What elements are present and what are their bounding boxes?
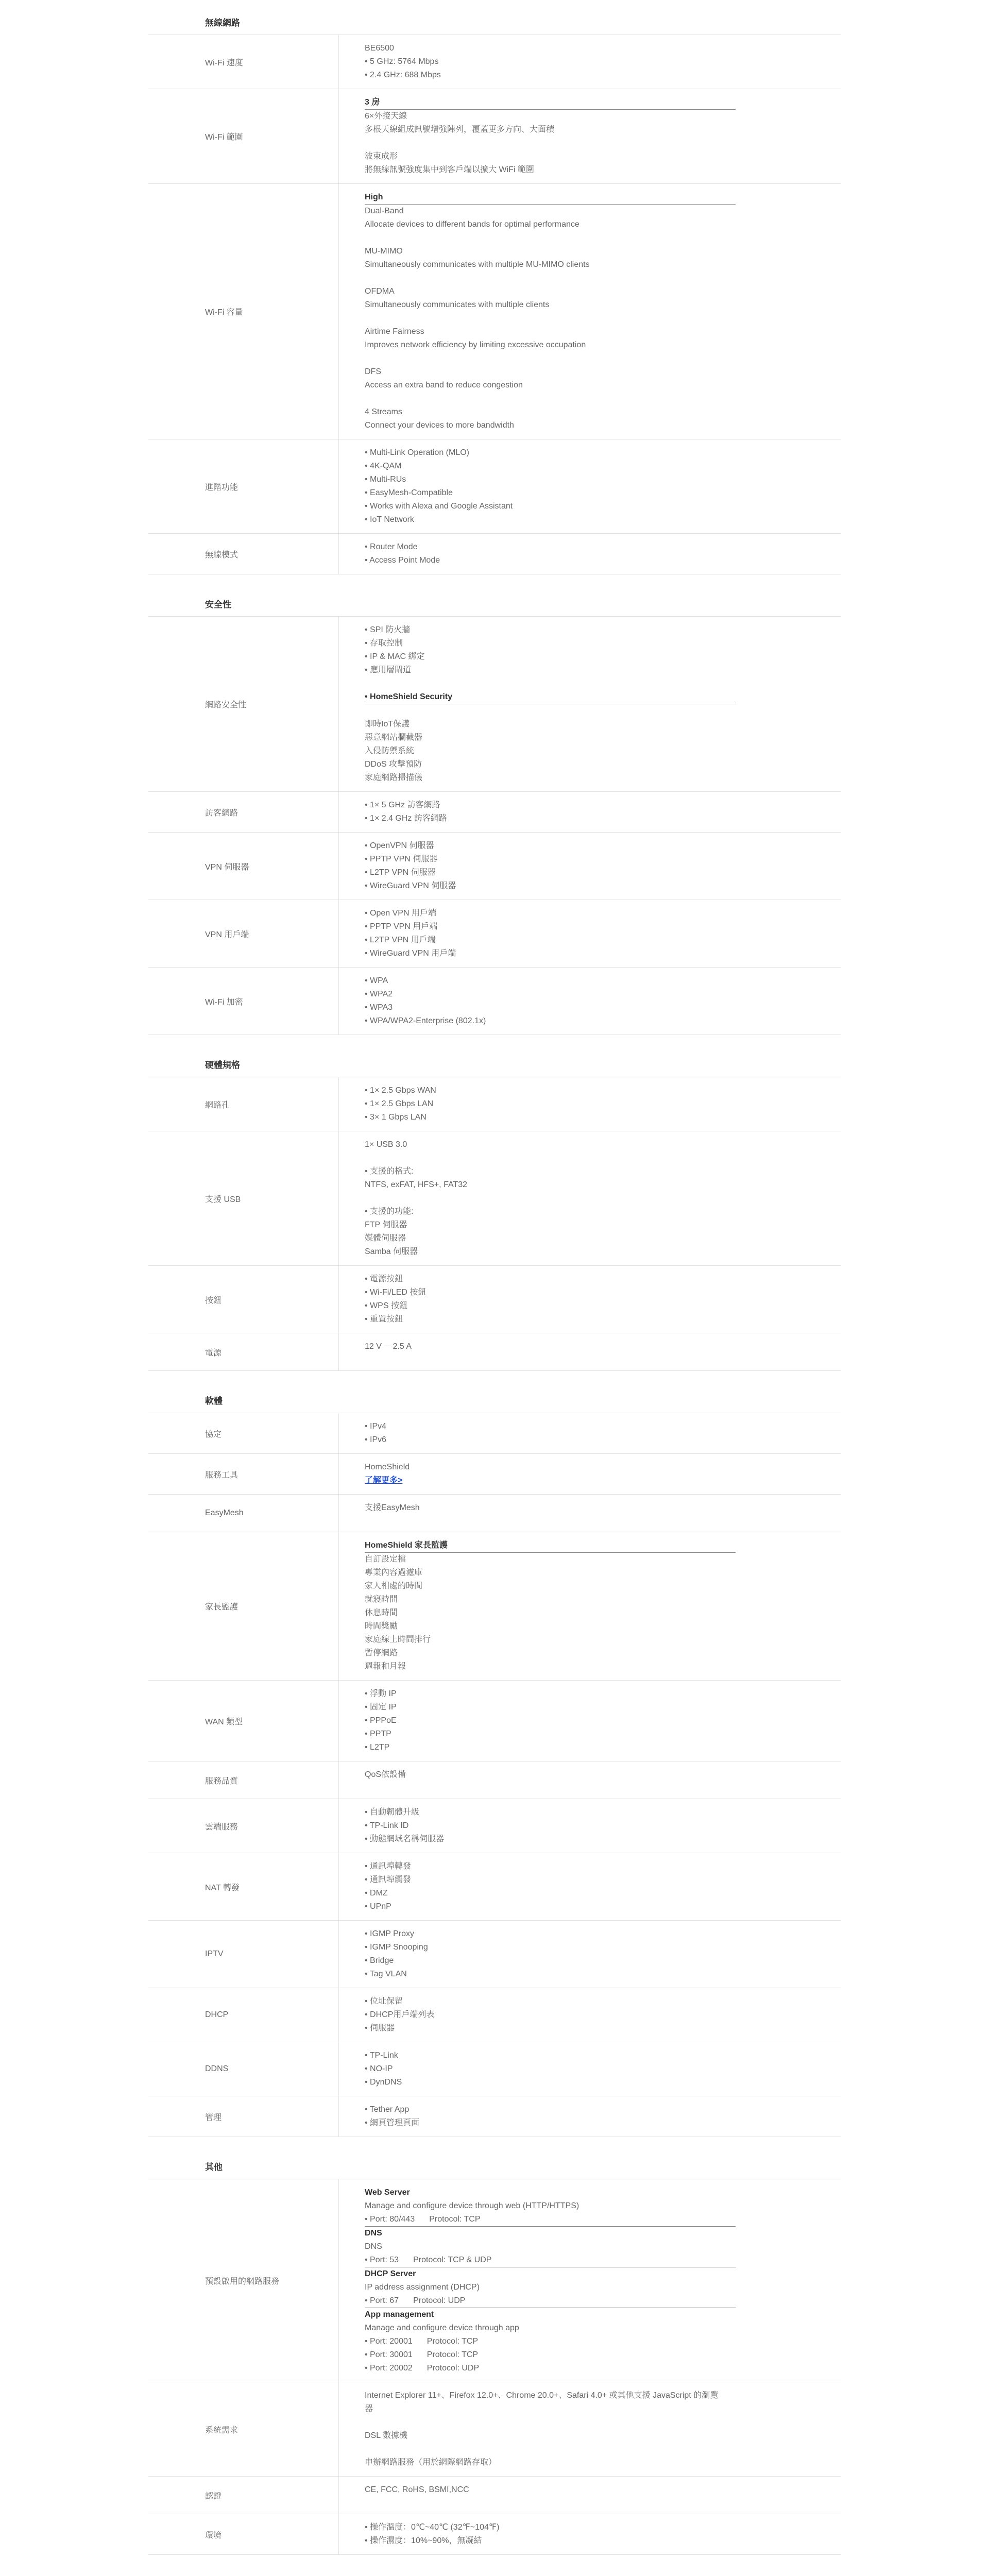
value-line: 6×外接天線	[365, 112, 407, 121]
spacer	[365, 352, 841, 365]
value-heading: App management	[365, 2310, 434, 2319]
value-line: • WPA3	[365, 1003, 393, 1012]
value-heading: High	[365, 191, 736, 205]
value-line: • WPS 按鈕	[365, 1301, 407, 1310]
spec-label: 預設啟用的網路服務	[148, 2179, 339, 2382]
value-line: • 1× 5 GHz 訪客網路	[365, 801, 440, 809]
value-line: • WPA	[365, 976, 388, 985]
value-heading: DNS	[365, 2229, 382, 2238]
spec-label: Wi-Fi 加密	[148, 968, 339, 1035]
spec-row	[148, 968, 841, 1035]
value-line: • IPv4	[365, 1422, 387, 1431]
spec-row	[148, 2096, 841, 2137]
value-line: • Tether App	[365, 2105, 410, 2114]
value-line: • Wi-Fi/LED 按鈕	[365, 1288, 427, 1297]
spec-value	[339, 2096, 841, 2137]
spec-section	[148, 2160, 841, 2555]
spec-row	[148, 1077, 841, 1131]
spec-label: 系統需求	[148, 2382, 339, 2476]
value-line: • Access Point Mode	[365, 556, 440, 565]
value-heading: • HomeShield Security	[365, 690, 736, 704]
value-line: BE6500	[365, 44, 394, 53]
value-line: • NO-IP	[365, 2064, 393, 2073]
spec-value	[339, 900, 841, 967]
spec-value	[339, 35, 841, 89]
value-line: • 支援的功能:	[365, 1207, 414, 1216]
value-line: • PPTP VPN 用戶端	[365, 922, 438, 931]
value-heading: Web Server	[365, 2188, 410, 2197]
value-line: 專業內容過濾庫	[365, 1568, 423, 1577]
spec-value	[339, 792, 841, 832]
value-line: 休息時間	[365, 1608, 398, 1617]
value-line: • L2TP VPN 伺服器	[365, 868, 436, 877]
spec-row	[148, 2514, 841, 2555]
value-line: 惡意網站攔截器	[365, 733, 423, 742]
spacer	[365, 1192, 841, 1205]
value-line: Internet Explorer 11+、Firefox 12.0+、Chrome 20.0+、Safari 4.0+ 或其他支援 JavaScript 的瀏覽	[365, 2391, 719, 2400]
value-line: Samba 伺服器	[365, 1247, 418, 1256]
value-line: • Multi-Link Operation (MLO)	[365, 448, 469, 457]
spec-value	[339, 1988, 841, 2042]
value-line: 暫停網路	[365, 1649, 398, 1657]
spec-label: NAT 轉發	[148, 1853, 339, 1920]
spec-label: DHCP	[148, 1988, 339, 2042]
value-heading: HomeShield 家長監護	[365, 1539, 736, 1553]
value-line: • L2TP VPN 用戶端	[365, 936, 436, 944]
value-line: 支援EasyMesh	[365, 1503, 420, 1512]
spec-value	[339, 968, 841, 1035]
spec-value	[339, 1454, 841, 1494]
spec-label: 按鈕	[148, 1266, 339, 1333]
value-line: 申辦網路服務（用於網際網路存取）	[365, 2458, 497, 2467]
value-line: 家人相處的時間	[365, 1582, 423, 1590]
spec-section	[148, 597, 841, 1035]
spec-label: IPTV	[148, 1921, 339, 1988]
value-line: • SPI 防火牆	[365, 625, 411, 634]
spec-value	[339, 1131, 841, 1265]
spec-value	[339, 2477, 841, 2514]
value-line: • IGMP Proxy	[365, 1929, 414, 1938]
port-text: • Port: 20002	[365, 2364, 413, 2372]
spec-label: Wi-Fi 範圍	[148, 89, 339, 183]
value-line: 1× USB 3.0	[365, 1140, 407, 1149]
spec-value	[339, 1266, 841, 1333]
spec-value	[339, 1681, 841, 1761]
spec-row	[148, 833, 841, 900]
learn-more-link[interactable]: 了解更多>	[365, 1476, 403, 1485]
spec-row	[148, 1131, 841, 1266]
value-line: • DynDNS	[365, 2078, 402, 2087]
spacer	[365, 272, 841, 285]
value-line: 家庭線上時間排行	[365, 1635, 431, 1644]
value-line: • 存取控制	[365, 639, 403, 648]
spec-section	[148, 15, 841, 574]
value-line: • 1× 2.5 Gbps WAN	[365, 1086, 436, 1095]
value-line: FTP 伺服器	[365, 1221, 407, 1229]
value-line: • PPTP	[365, 1730, 391, 1738]
value-line: Manage and configure device through app	[365, 2324, 519, 2332]
value-line: • IPv6	[365, 1435, 387, 1444]
value-line: 週報和月報	[365, 1662, 406, 1671]
spacer	[365, 392, 841, 405]
spec-label: Wi-Fi 速度	[148, 35, 339, 89]
spec-row	[148, 1921, 841, 1988]
spec-label: 支援 USB	[148, 1131, 339, 1265]
spec-page	[148, 0, 841, 2576]
value-line: • Bridge	[365, 1956, 394, 1965]
value-line: • OpenVPN 伺服器	[365, 841, 434, 850]
value-line: 4 Streams	[365, 408, 402, 416]
value-line: Simultaneously communicates with multiple clients	[365, 300, 550, 309]
value-line: • 支援的格式:	[365, 1167, 414, 1176]
spec-value	[339, 1921, 841, 1988]
spec-row	[148, 1495, 841, 1532]
protocol-text: Protocol: TCP & UDP	[413, 2256, 492, 2264]
value-line: Airtime Fairness	[365, 327, 424, 336]
spec-row	[148, 1454, 841, 1495]
value-line	[365, 2253, 736, 2267]
spec-label: 協定	[148, 1413, 339, 1453]
spacer	[365, 2443, 841, 2456]
value-line: Connect your devices to more bandwidth	[365, 421, 514, 430]
value-line: • 通訊埠轉發	[365, 1862, 412, 1871]
spec-label: 電源	[148, 1333, 339, 1370]
spec-value	[339, 1853, 841, 1920]
spec-value	[339, 439, 841, 533]
spec-row	[148, 2042, 841, 2096]
spec-value	[339, 1761, 841, 1799]
value-line: 自訂設定檔	[365, 1555, 406, 1564]
section-title: 安全性	[148, 597, 841, 617]
port-text: • Port: 30001	[365, 2350, 413, 2359]
spec-row	[148, 617, 841, 792]
value-line: Simultaneously communicates with multiple MU-MIMO clients	[365, 260, 590, 269]
spec-row	[148, 1266, 841, 1333]
spec-label: 雲端服務	[148, 1799, 339, 1853]
spec-row	[148, 534, 841, 574]
spec-value	[339, 2042, 841, 2096]
value-line	[365, 2348, 841, 2362]
spec-value	[339, 2382, 841, 2476]
value-line: 即時IoT保護	[365, 720, 410, 728]
spec-row	[148, 1532, 841, 1681]
value-line: 器	[365, 2404, 373, 2413]
protocol-text: Protocol: UDP	[427, 2364, 480, 2372]
spec-row	[148, 1799, 841, 1853]
value-line: • 動態網域名稱伺服器	[365, 1835, 445, 1843]
spec-value	[339, 833, 841, 900]
spacer	[365, 2416, 841, 2429]
spec-label: 進階功能	[148, 439, 339, 533]
spec-value	[339, 2179, 841, 2382]
value-line: • 操作溫度：0℃~40℃ (32℉~104℉)	[365, 2523, 500, 2532]
value-line: DDoS 攻擊預防	[365, 760, 422, 769]
value-line: • IoT Network	[365, 515, 414, 524]
value-line: • 自動韌體升級	[365, 1808, 420, 1817]
spec-label: EasyMesh	[148, 1495, 339, 1532]
value-line: DSL 數據機	[365, 2431, 407, 2440]
spec-label: VPN 用戶端	[148, 900, 339, 967]
value-line: NTFS, exFAT, HFS+, FAT32	[365, 1180, 468, 1189]
spec-label: VPN 伺服器	[148, 833, 339, 900]
value-line: • DMZ	[365, 1889, 388, 1897]
value-line: • TP-Link	[365, 2051, 398, 2060]
spec-row	[148, 1853, 841, 1921]
value-line	[365, 2335, 841, 2348]
value-line: 家庭網路掃描儀	[365, 773, 423, 782]
spacer	[365, 231, 841, 245]
value-line: • WireGuard VPN 伺服器	[365, 882, 456, 890]
value-line: • 重置按鈕	[365, 1315, 403, 1324]
spec-row	[148, 1988, 841, 2042]
port-text: • Port: 53	[365, 2256, 399, 2264]
protocol-text: Protocol: TCP	[429, 2215, 481, 2224]
value-line	[365, 2213, 736, 2227]
spec-value	[339, 1077, 841, 1131]
port-text: • Port: 80/443	[365, 2215, 415, 2224]
spec-row	[148, 35, 841, 89]
value-line: • 5 GHz: 5764 Mbps	[365, 57, 439, 66]
spec-label: 訪客網路	[148, 792, 339, 832]
value-line: • 2.4 GHz: 688 Mbps	[365, 71, 441, 79]
value-line: • 浮動 IP	[365, 1689, 397, 1698]
value-line: Manage and configure device through web (HTTP/HTTPS)	[365, 2201, 579, 2210]
spec-label: 無線模式	[148, 534, 339, 574]
value-line: • 4K-QAM	[365, 462, 402, 470]
value-line: • L2TP	[365, 1743, 390, 1752]
spec-row	[148, 184, 841, 439]
value-line: CE, FCC, RoHS, BSMI,NCC	[365, 2485, 469, 2494]
value-line: Access an extra band to reduce congestion	[365, 381, 523, 389]
spec-value	[339, 534, 841, 574]
spec-value	[339, 617, 841, 791]
value-line: • TP-Link ID	[365, 1821, 409, 1830]
value-line: 將無線訊號強度集中到客戶端以擴大 WiFi 範圍	[365, 165, 534, 174]
value-line: • 通訊埠觸發	[365, 1875, 412, 1884]
spec-row	[148, 2477, 841, 2514]
port-text: • Port: 20001	[365, 2337, 413, 2346]
value-line: • 操作濕度：10%~90%，無凝結	[365, 2536, 482, 2545]
value-line: • Router Mode	[365, 543, 418, 551]
value-line: • 1× 2.5 Gbps LAN	[365, 1099, 434, 1108]
value-line: Improves network efficiency by limiting excessive occupation	[365, 341, 586, 349]
value-line: • PPPoE	[365, 1716, 397, 1725]
value-line: IP address assignment (DHCP)	[365, 2283, 480, 2292]
value-line: QoS依設備	[365, 1770, 406, 1779]
value-heading: 3 房	[365, 96, 736, 110]
value-line: • WPA/WPA2-Enterprise (802.1x)	[365, 1016, 486, 1025]
spec-value	[339, 89, 841, 183]
section-title: 軟體	[148, 1394, 841, 1413]
value-line: • 應用層閘道	[365, 666, 412, 674]
value-line: • IGMP Snooping	[365, 1943, 428, 1952]
spec-value	[339, 1532, 841, 1680]
value-line: • DHCP用戶端列表	[365, 2010, 435, 2019]
value-line: • PPTP VPN 伺服器	[365, 855, 438, 863]
spec-value	[339, 184, 841, 439]
spacer	[365, 677, 841, 690]
spec-label: Wi-Fi 容量	[148, 184, 339, 439]
spec-row	[148, 1413, 841, 1454]
spec-row	[148, 2382, 841, 2477]
value-line: • WPA2	[365, 990, 393, 998]
spec-value	[339, 1333, 841, 1370]
spacer	[365, 137, 841, 150]
value-line	[365, 2294, 736, 2308]
spec-value	[339, 1413, 841, 1453]
section-title: 其他	[148, 2160, 841, 2179]
protocol-text: Protocol: UDP	[413, 2296, 466, 2305]
value-line: • 固定 IP	[365, 1703, 397, 1711]
protocol-text: Protocol: TCP	[427, 2350, 479, 2359]
value-line: • EasyMesh-Compatible	[365, 488, 453, 497]
value-line: • Multi-RUs	[365, 475, 406, 484]
value-line: 多根天線組成訊號增強陣列，覆蓋更多方向、大面積	[365, 125, 555, 134]
spec-section	[148, 1058, 841, 1371]
spec-label: 認證	[148, 2477, 339, 2514]
spacer	[365, 1151, 841, 1165]
spec-row	[148, 1333, 841, 1371]
spec-value	[339, 2514, 841, 2554]
spec-value	[339, 1799, 841, 1853]
value-line	[365, 2362, 841, 2375]
value-line: 媒體伺服器	[365, 1234, 406, 1243]
spec-row	[148, 900, 841, 968]
value-heading: DHCP Server	[365, 2269, 416, 2278]
value-line: 波束成形	[365, 152, 398, 161]
spec-row	[148, 439, 841, 534]
section-title: 硬體規格	[148, 1058, 841, 1077]
spec-label: 服務工具	[148, 1454, 339, 1494]
spec-label: 管理	[148, 2096, 339, 2137]
value-line: • WireGuard VPN 用戶端	[365, 949, 456, 958]
value-line: OFDMA	[365, 287, 395, 296]
value-line: Dual-Band	[365, 207, 404, 215]
value-line: 就寢時間	[365, 1595, 398, 1604]
value-line	[365, 1474, 841, 1487]
value-line: • 位址保留	[365, 1997, 403, 2006]
spec-label: 家長監護	[148, 1532, 339, 1680]
value-line: • 伺服器	[365, 2024, 395, 2032]
value-line: • Works with Alexa and Google Assistant	[365, 502, 513, 511]
spec-label: 服務品質	[148, 1761, 339, 1799]
value-line: 時間獎勵	[365, 1622, 398, 1631]
value-line: • 1× 2.4 GHz 訪客網路	[365, 814, 447, 823]
value-line: • 電源按鈕	[365, 1275, 403, 1283]
spec-label: DDNS	[148, 2042, 339, 2096]
value-line: Allocate devices to different bands for optimal performance	[365, 220, 579, 229]
spec-row	[148, 89, 841, 184]
value-line: • Tag VLAN	[365, 1970, 407, 1978]
spec-label: WAN 類型	[148, 1681, 339, 1761]
value-line: 入侵防禦系統	[365, 747, 415, 755]
value-line: DNS	[365, 2242, 382, 2251]
spec-label: 環境	[148, 2514, 339, 2554]
value-line: MU-MIMO	[365, 247, 403, 256]
spec-value	[339, 1495, 841, 1532]
spec-section	[148, 1394, 841, 2137]
protocol-text: Protocol: TCP	[427, 2337, 479, 2346]
port-text: • Port: 67	[365, 2296, 399, 2305]
value-line: 12 V ⎓ 2.5 A	[365, 1342, 412, 1351]
spacer	[365, 704, 841, 718]
spec-row	[148, 2179, 841, 2382]
value-line: • 3× 1 Gbps LAN	[365, 1113, 427, 1122]
section-title: 無線網路	[148, 15, 841, 35]
spec-row	[148, 792, 841, 833]
value-line: • UPnP	[365, 1902, 391, 1911]
spec-row	[148, 1761, 841, 1799]
spec-label: 網路安全性	[148, 617, 339, 791]
spec-row	[148, 1681, 841, 1761]
value-line: • Open VPN 用戶端	[365, 909, 436, 918]
value-line: DFS	[365, 367, 381, 376]
spec-label: 網路孔	[148, 1077, 339, 1131]
value-line: • IP & MAC 綁定	[365, 652, 425, 661]
value-line: HomeShield	[365, 1463, 410, 1471]
spacer	[365, 312, 841, 325]
value-line: • 網頁管理頁面	[365, 2119, 420, 2127]
